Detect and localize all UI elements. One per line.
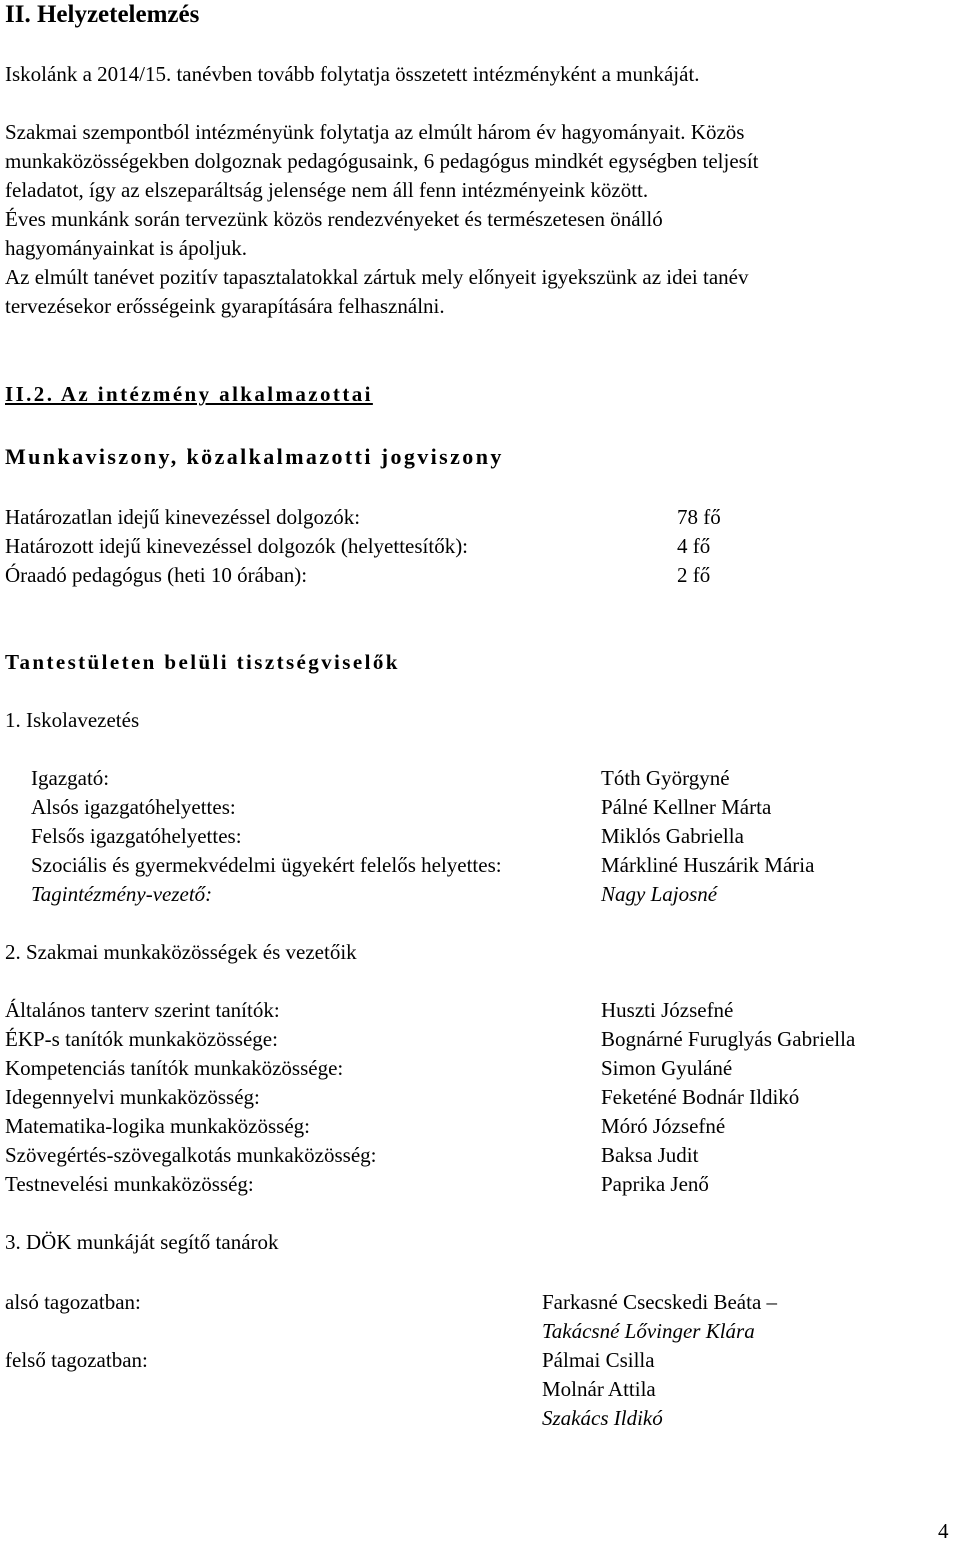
community-leader: Móró Józsefné xyxy=(601,1114,726,1138)
communities-title: 2. Szakmai munkaközösségek és vezetőik xyxy=(5,940,357,964)
page-number: 4 xyxy=(938,1519,949,1543)
leadership-role: Felsős igazgatóhelyettes: xyxy=(31,824,242,848)
community-name: Testnevelési munkaközösség: xyxy=(5,1172,254,1196)
community-leader: Feketéné Bodnár Ildikó xyxy=(601,1085,800,1109)
dok-teacher: Takácsné Lővinger Klára xyxy=(542,1319,755,1343)
community-leader: Paprika Jenő xyxy=(601,1172,709,1196)
section-title: II.2. Az intézmény alkalmazottai xyxy=(5,382,373,406)
leadership-name: Nagy Lajosné xyxy=(601,882,718,906)
intro-paragraph: Iskolánk a 2014/15. tanévben tovább folytatja összetett intézményként a munkáját. xyxy=(5,62,700,86)
dok-lower-label: alsó tagozatban: xyxy=(5,1290,141,1314)
employment-value: 4 fő xyxy=(677,534,711,558)
page-heading: II. Helyzetelemzés xyxy=(5,1,200,28)
employment-label: Határozott idejű kinevezéssel dolgozók (helyettesítők): xyxy=(5,534,469,558)
community-leader: Simon Gyuláné xyxy=(601,1056,733,1080)
dok-upper-label: felső tagozatban: xyxy=(5,1348,148,1372)
employment-label: Óraadó pedagógus (heti 10 órában): xyxy=(5,563,308,587)
leadership-name: Márkliné Huszárik Mária xyxy=(601,853,815,877)
employment-value: 2 fő xyxy=(677,563,711,587)
employment-title: Munkaviszony, közalkalmazotti jogviszony xyxy=(5,444,504,469)
community-name: Általános tanterv szerint tanítók: xyxy=(5,998,280,1022)
dok-title: 3. DÖK munkáját segítő tanárok xyxy=(5,1230,279,1254)
paragraph-line: hagyományainkat is ápoljuk. xyxy=(5,236,248,260)
community-name: ÉKP-s tanítók munkaközössége: xyxy=(5,1027,278,1051)
dok-teacher: Molnár Attila xyxy=(542,1377,656,1401)
leadership-title: 1. Iskolavezetés xyxy=(5,708,140,732)
employment-value: 78 fő xyxy=(677,505,721,529)
paragraph-line: feladatot, így az elszeparáltság jelensége nem áll fenn intézményeink között. xyxy=(5,178,649,202)
paragraph-line: Szakmai szempontból intézményünk folytatja az elmúlt három év hagyományait. Közös xyxy=(5,120,745,144)
community-leader: Bognárné Furuglyás Gabriella xyxy=(601,1027,856,1051)
paragraph-line: Éves munkánk során tervezünk közös rendezvényeket és természetesen önálló xyxy=(5,207,663,231)
leadership-role: Alsós igazgatóhelyettes: xyxy=(31,795,236,819)
paragraph-line: tervezésekor erősségeink gyarapítására felhasználni. xyxy=(5,294,445,318)
community-leader: Huszti Józsefné xyxy=(601,998,734,1022)
community-name: Matematika-logika munkaközösség: xyxy=(5,1114,311,1138)
community-leader: Baksa Judit xyxy=(601,1143,699,1167)
community-name: Szövegértés-szövegalkotás munkaközösség: xyxy=(5,1143,377,1167)
paragraph-line: munkaközösségekben dolgoznak pedagógusaink, 6 pedagógus mindkét egységben teljesít xyxy=(5,149,759,173)
leadership-role: Szociális és gyermekvédelmi ügyekért felelős helyettes: xyxy=(31,853,502,877)
dok-teacher: Szakács Ildikó xyxy=(542,1406,663,1430)
community-name: Idegennyelvi munkaközösség: xyxy=(5,1085,260,1109)
leadership-name: Tóth Györgyné xyxy=(601,766,730,790)
leadership-name: Miklós Gabriella xyxy=(601,824,744,848)
community-name: Kompetenciás tanítók munkaközössége: xyxy=(5,1056,344,1080)
leadership-role: Tagintézmény-vezető: xyxy=(31,882,213,906)
dok-teacher: Farkasné Csecskedi Beáta – xyxy=(542,1290,778,1314)
leadership-name: Pálné Kellner Márta xyxy=(601,795,772,819)
employment-label: Határozatlan idejű kinevezéssel dolgozók: xyxy=(5,505,361,529)
paragraph-line: Az elmúlt tanévet pozitív tapasztalatokkal zártuk mely előnyeit igyekszünk az idei tanév xyxy=(5,265,749,289)
officials-title: Tantestületen belüli tisztségviselők xyxy=(5,650,400,674)
dok-teacher: Pálmai Csilla xyxy=(542,1348,655,1372)
leadership-role: Igazgató: xyxy=(31,766,110,790)
